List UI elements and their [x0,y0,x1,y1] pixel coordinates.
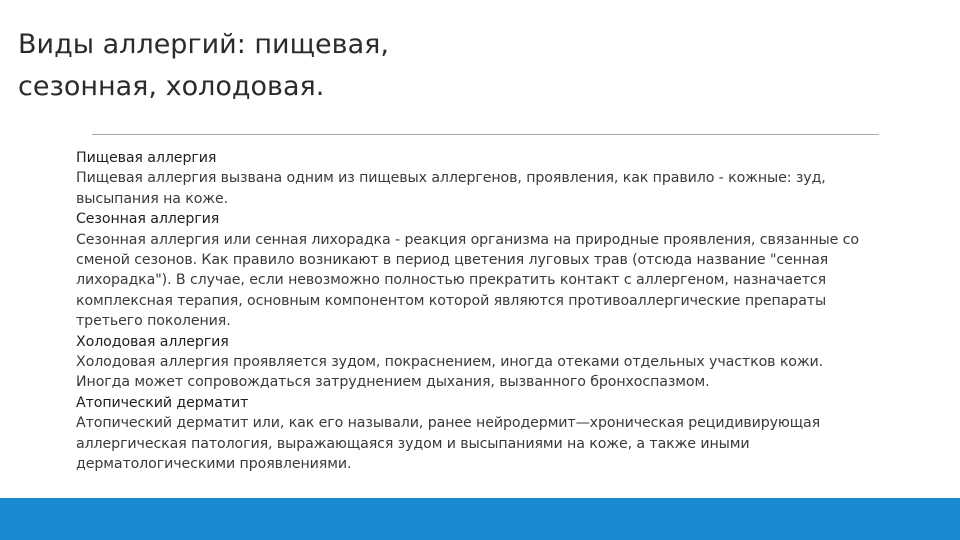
section-atopic-dermatitis [76,393,876,475]
section-text: Холодовая аллергия проявляется зудом, покраснением, иногда отеками отдельных участков кожи. Иногда может сопровождаться затруднением дыхания, вызванного бронхоспазмом. [76,354,824,391]
bottom-accent-bar [0,498,960,540]
section-heading: Атопический дерматит [76,394,249,411]
section-heading: Пищевая аллергия [76,150,217,166]
section-cold-allergy [76,332,876,393]
slide-title [18,24,918,108]
section-text: Сезонная аллергия или сенная лихорадка - реакция организма на природные проявления, связанные со сменой сезонов. Как правило возникают в период цветения луговых трав (отсюда название "сенная лихорадка"). В случае, если невозможно полностью прекратить контакт с аллергеном, назначается комплексная терапия, основным компонентом которой являются противоаллергические препараты третьего поколения. [76,231,859,330]
slide-content [76,148,876,475]
section-text: Атопический дерматит или, как его называли, ранее нейродермит—хроническая рецидивирующая аллергическая патология, выражающаяся зудом и высыпаниями на коже, а также иными дерматологическими проявлениями. [76,415,821,473]
section-text: Пищевая аллергия вызвана одним из пищевых аллергенов, проявления, как правило - кожные: зуд, высыпания на коже. [76,170,826,207]
section-heading: Сезонная аллергия [76,211,220,228]
slide-title-line-1: Виды аллергий: пищевая, [18,29,389,60]
section-food-allergy [76,148,876,209]
section-seasonal-allergy [76,209,876,331]
section-heading: Холодовая аллергия [76,333,229,350]
title-divider [92,134,879,135]
slide-title-line-2: сезонная, холодовая. [18,71,325,102]
